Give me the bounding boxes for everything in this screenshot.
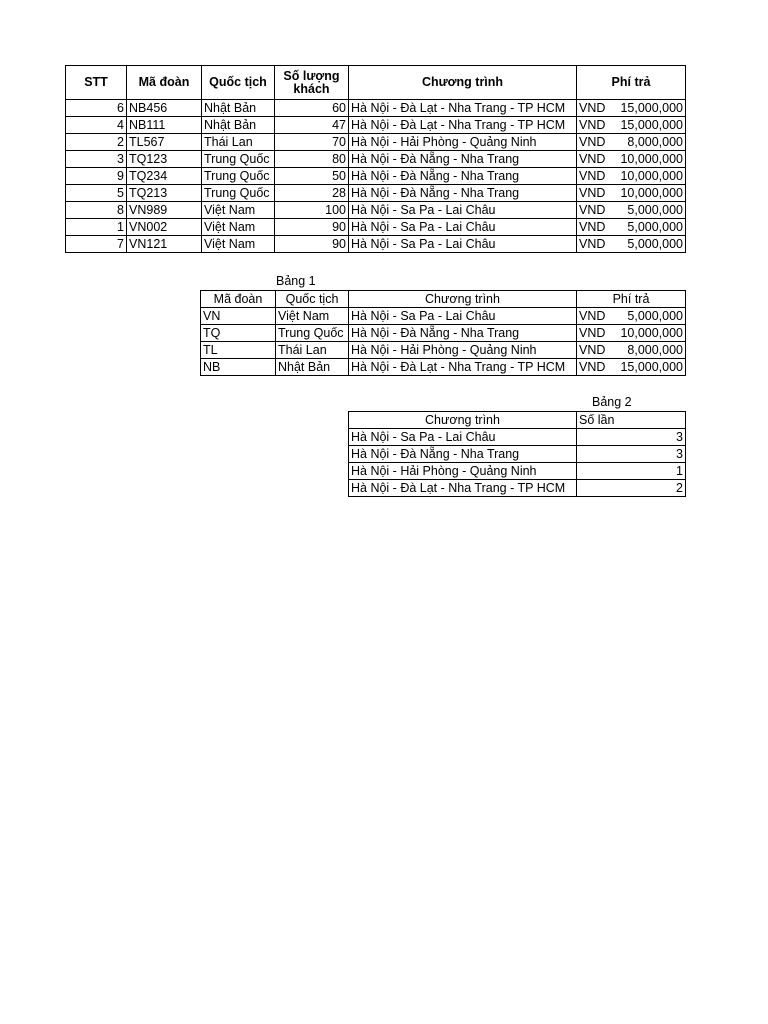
table-row	[201, 342, 686, 359]
ma-doan-cell: TQ213	[127, 185, 202, 202]
fee-cell	[577, 168, 686, 185]
fee-amount: 5,000,000	[627, 203, 683, 217]
main-header-row	[66, 66, 686, 100]
header-so-luong-khach: Số lượng khách	[275, 66, 349, 100]
so-lan-cell: 1	[577, 463, 686, 480]
fee-amount: 10,000,000	[620, 186, 683, 200]
quoc-tich-cell: Việt Nam	[202, 236, 275, 253]
fee-cell	[577, 308, 686, 325]
chuong-trinh-cell: Hà Nội - Sa Pa - Lai Châu	[349, 429, 577, 446]
fee-currency: VND	[579, 118, 606, 132]
fee-cell	[577, 342, 686, 359]
so-luong-cell: 70	[275, 134, 349, 151]
chuong-trinh-cell: Hà Nội - Hải Phòng - Quảng Ninh	[349, 134, 577, 151]
chuong-trinh-cell: Hà Nội - Sa Pa - Lai Châu	[349, 202, 577, 219]
so-luong-cell: 100	[275, 202, 349, 219]
t2-header-chuong-trinh: Chương trình	[349, 412, 577, 429]
so-luong-cell: 80	[275, 151, 349, 168]
ma-doan-cell: VN	[201, 308, 276, 325]
quoc-tich-cell: Nhật Bản	[276, 359, 349, 376]
main-table	[65, 65, 686, 253]
table1-caption: Bảng 1	[276, 274, 316, 288]
header-stt: STT	[66, 66, 127, 100]
fee-cell	[577, 202, 686, 219]
chuong-trinh-cell: Hà Nội - Đà Nẵng - Nha Trang	[349, 151, 577, 168]
stt-cell: 3	[66, 151, 127, 168]
stt-cell: 9	[66, 168, 127, 185]
table-row	[66, 185, 686, 202]
fee-currency: VND	[579, 203, 606, 217]
quoc-tich-cell: Việt Nam	[276, 308, 349, 325]
chuong-trinh-cell: Hà Nội - Hải Phòng - Quảng Ninh	[349, 342, 577, 359]
chuong-trinh-cell: Hà Nội - Hải Phòng - Quảng Ninh	[349, 463, 577, 480]
fee-cell	[577, 134, 686, 151]
chuong-trinh-cell: Hà Nội - Đà Nẵng - Nha Trang	[349, 168, 577, 185]
fee-currency: VND	[579, 101, 606, 115]
fee-amount: 15,000,000	[620, 118, 683, 132]
fee-amount: 5,000,000	[627, 309, 683, 323]
t1-header-ma-doan: Mã đoàn	[201, 291, 276, 308]
fee-cell	[577, 236, 686, 253]
fee-currency: VND	[579, 237, 606, 251]
fee-currency: VND	[579, 343, 606, 357]
quoc-tich-cell: Việt Nam	[202, 202, 275, 219]
fee-cell	[577, 151, 686, 168]
quoc-tich-cell: Thái Lan	[202, 134, 275, 151]
so-luong-cell: 50	[275, 168, 349, 185]
table-row	[66, 202, 686, 219]
stt-cell: 1	[66, 219, 127, 236]
fee-cell	[577, 185, 686, 202]
fee-cell	[577, 325, 686, 342]
fee-amount: 10,000,000	[620, 326, 683, 340]
table-row	[201, 359, 686, 376]
chuong-trinh-cell: Hà Nội - Đà Lạt - Nha Trang - TP HCM	[349, 359, 577, 376]
ma-doan-cell: TQ234	[127, 168, 202, 185]
t1-header-quoc-tich: Quốc tịch	[276, 291, 349, 308]
table-1	[200, 290, 686, 376]
chuong-trinh-cell: Hà Nội - Đà Lạt - Nha Trang - TP HCM	[349, 480, 577, 497]
table-row	[349, 429, 686, 446]
header-ma-doan: Mã đoàn	[127, 66, 202, 100]
table2-caption: Bảng 2	[592, 395, 632, 409]
table-row	[349, 446, 686, 463]
t1-header-phi-tra: Phí trả	[577, 291, 686, 308]
ma-doan-cell: TL	[201, 342, 276, 359]
stt-cell: 2	[66, 134, 127, 151]
fee-currency: VND	[579, 152, 606, 166]
table-row	[349, 480, 686, 497]
ma-doan-cell: NB456	[127, 100, 202, 117]
fee-amount: 10,000,000	[620, 152, 683, 166]
fee-cell	[577, 359, 686, 376]
fee-currency: VND	[579, 360, 606, 374]
ma-doan-cell: VN989	[127, 202, 202, 219]
ma-doan-cell: TQ123	[127, 151, 202, 168]
fee-cell	[577, 100, 686, 117]
fee-amount: 15,000,000	[620, 360, 683, 374]
chuong-trinh-cell: Hà Nội - Sa Pa - Lai Châu	[349, 308, 577, 325]
header-chuong-trinh: Chương trình	[349, 66, 577, 100]
ma-doan-cell: TQ	[201, 325, 276, 342]
table-row	[201, 308, 686, 325]
table1-header-row	[201, 291, 686, 308]
fee-amount: 15,000,000	[620, 101, 683, 115]
table-row	[66, 117, 686, 134]
ma-doan-cell: VN121	[127, 236, 202, 253]
fee-cell	[577, 117, 686, 134]
chuong-trinh-cell: Hà Nội - Đà Lạt - Nha Trang - TP HCM	[349, 100, 577, 117]
quoc-tich-cell: Trung Quốc	[276, 325, 349, 342]
quoc-tich-cell: Trung Quốc	[202, 168, 275, 185]
fee-amount: 8,000,000	[627, 135, 683, 149]
so-lan-cell: 3	[577, 429, 686, 446]
t2-header-so-lan: Số lần	[577, 412, 686, 429]
stt-cell: 5	[66, 185, 127, 202]
table-row	[66, 134, 686, 151]
stt-cell: 7	[66, 236, 127, 253]
fee-amount: 10,000,000	[620, 169, 683, 183]
so-lan-cell: 2	[577, 480, 686, 497]
fee-amount: 8,000,000	[627, 343, 683, 357]
chuong-trinh-cell: Hà Nội - Sa Pa - Lai Châu	[349, 219, 577, 236]
so-luong-cell: 60	[275, 100, 349, 117]
so-luong-cell: 90	[275, 236, 349, 253]
header-phi-tra: Phí trả	[577, 66, 686, 100]
so-luong-cell: 47	[275, 117, 349, 134]
so-luong-cell: 28	[275, 185, 349, 202]
so-lan-cell: 3	[577, 446, 686, 463]
table2-header-row	[349, 412, 686, 429]
table-row	[201, 325, 686, 342]
t1-header-chuong-trinh: Chương trình	[349, 291, 577, 308]
stt-cell: 6	[66, 100, 127, 117]
chuong-trinh-cell: Hà Nội - Đà Lạt - Nha Trang - TP HCM	[349, 117, 577, 134]
ma-doan-cell: NB	[201, 359, 276, 376]
fee-currency: VND	[579, 220, 606, 234]
table-row	[66, 168, 686, 185]
chuong-trinh-cell: Hà Nội - Sa Pa - Lai Châu	[349, 236, 577, 253]
chuong-trinh-cell: Hà Nội - Đà Nẵng - Nha Trang	[349, 185, 577, 202]
fee-currency: VND	[579, 326, 606, 340]
ma-doan-cell: NB111	[127, 117, 202, 134]
table-row	[66, 219, 686, 236]
table-row	[66, 151, 686, 168]
fee-currency: VND	[579, 169, 606, 183]
stt-cell: 8	[66, 202, 127, 219]
table-row	[66, 236, 686, 253]
stt-cell: 4	[66, 117, 127, 134]
chuong-trinh-cell: Hà Nội - Đà Nẵng - Nha Trang	[349, 446, 577, 463]
table-row	[349, 463, 686, 480]
quoc-tich-cell: Thái Lan	[276, 342, 349, 359]
fee-cell	[577, 219, 686, 236]
ma-doan-cell: VN002	[127, 219, 202, 236]
chuong-trinh-cell: Hà Nội - Đà Nẵng - Nha Trang	[349, 325, 577, 342]
fee-currency: VND	[579, 309, 606, 323]
so-luong-cell: 90	[275, 219, 349, 236]
quoc-tich-cell: Trung Quốc	[202, 185, 275, 202]
quoc-tich-cell: Nhật Bản	[202, 100, 275, 117]
fee-currency: VND	[579, 186, 606, 200]
quoc-tich-cell: Việt Nam	[202, 219, 275, 236]
quoc-tich-cell: Nhật Bản	[202, 117, 275, 134]
ma-doan-cell: TL567	[127, 134, 202, 151]
fee-amount: 5,000,000	[627, 237, 683, 251]
fee-currency: VND	[579, 135, 606, 149]
quoc-tich-cell: Trung Quốc	[202, 151, 275, 168]
table-2	[348, 411, 686, 497]
header-quoc-tich: Quốc tịch	[202, 66, 275, 100]
fee-amount: 5,000,000	[627, 220, 683, 234]
table-row	[66, 100, 686, 117]
